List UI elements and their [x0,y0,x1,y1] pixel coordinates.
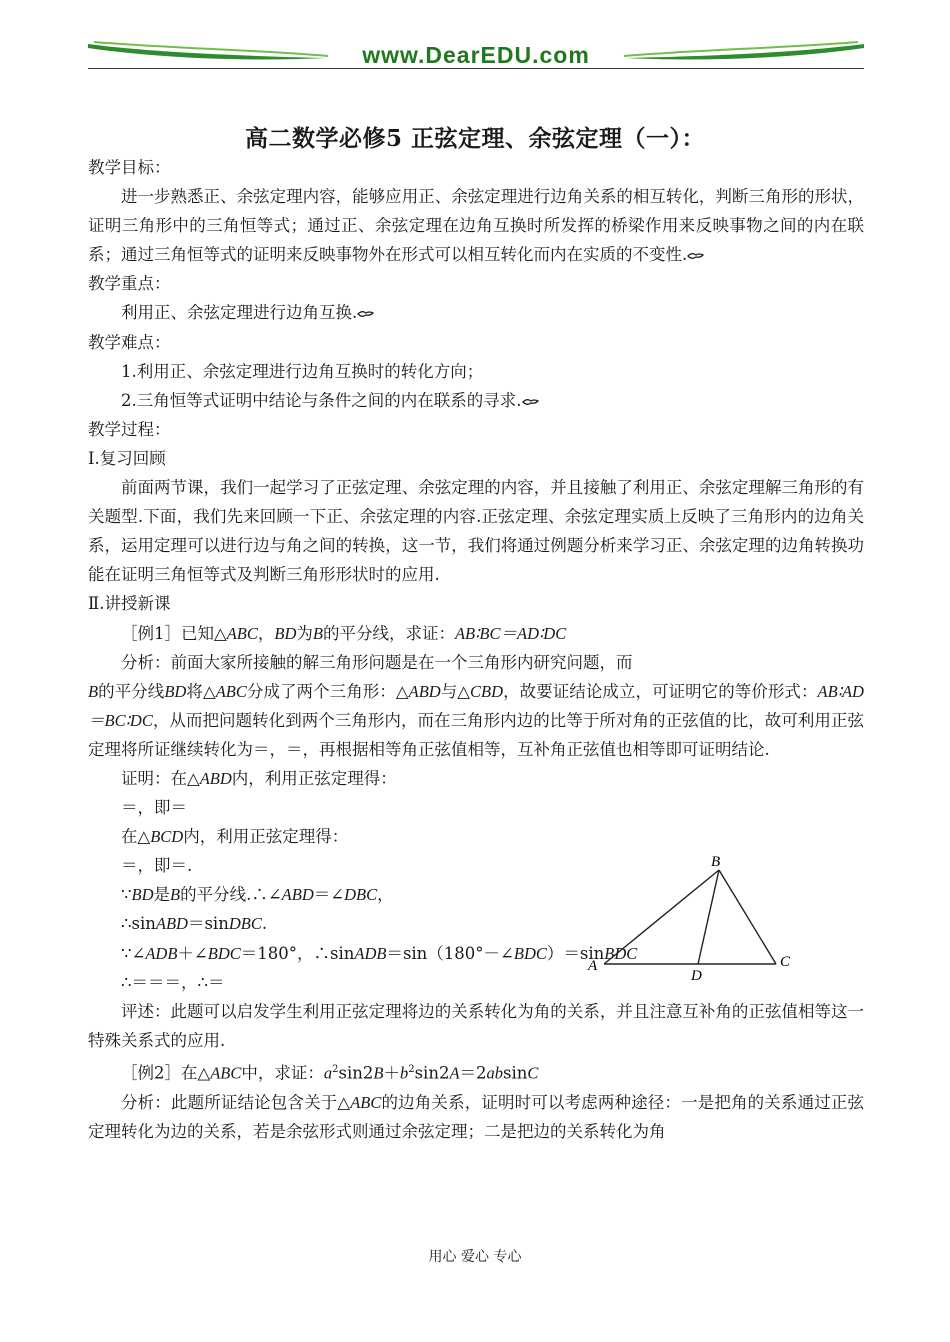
process-heading: 教学过程： [88,419,171,439]
side-bc [719,870,776,964]
proof-line-8: ∴＝＝＝，∴＝ [121,972,225,992]
goals-heading: 教学目标： [88,158,171,177]
proof-line-7: ∵∠ADB＋∠BDC＝180°，∴sinADB＝sin（180°－∠BDC）＝sinBDC [121,943,638,963]
difficulties-heading: 教学难点： [88,332,171,352]
page-title: 高二数学必修5 正弦定理、余弦定理（一）： [244,125,705,152]
document-body [88,153,864,1146]
hand-pointer-icon [357,309,375,319]
difficulty-item-2-content: 2.三角恒等式证明中结论与条件之间的内在联系的寻求. [121,390,522,410]
example2-statement: ［例2］在△ABC中，求证：$a^2\sin 2B+b^2\sin 2A=2absinC$ [121,1063,539,1083]
hand-pointer-icon [687,251,705,261]
review-text: 前面两节课，我们一起学习了正弦定理、余弦定理的内容，并且接触了利用正、余弦定理解三角形的有关题型.下面，我们先来回顾一下正、余弦定理的内容.正弦定理、余弦定理实质上反映了三角形内的边角关系，运用定理可以进行边与角之间的转换，这一节，我们将通过例题分析来学习正、余弦定理的边角转换功能在证明三角恒等式及判断三角形形状时的应用. [88,478,864,585]
site-header-banner [88,38,864,72]
example1-analysis-2: B的平分线BD将△ABC分成了两个三角形：△ABD与△CBD，故要证结论成立，可证明它的等价形式：AB∶AD＝BC∶DC，从而把问题转化到两个三角形内，而在三角形内边的比等于所对角的正弦值的比，故可利用正弦定理将所证继续转化为＝，＝，再根据相等角正弦值相等，互补角正弦值也相等即可证明结论. [88,681,864,759]
example1-analysis-1: 分析：前面大家所接触的解三角形问题是在一个三角形内研究问题，而 [121,652,633,672]
vertex-label-c: C [780,954,791,970]
vertex-label-a: A [588,958,598,974]
site-logo: www.DearEDU.com [362,42,590,68]
key-points-content: 利用正、余弦定理进行边角互换. [121,303,358,323]
example1-comment: 评述：此题可以启发学生利用正弦定理将边的关系转化为角的关系，并且注意互补角的正弦值相等这一特殊关系式的应用. [88,1001,864,1050]
key-points-text [88,298,864,327]
proof-line-4: ＝，即＝. [121,856,193,876]
triangle-figure [584,846,800,982]
goals-text [88,182,864,269]
goals-text-content: 进一步熟悉正、余弦定理内容，能够应用正、余弦定理进行边角关系的相互转化，判断三角形的形状，证明三角形中的三角恒等式；通过正、余弦定理在边角互换时所发挥的桥梁作用来反映事物之间的内在联系；通过三角恒等式的证明来反映事物外在形式可以相互转化而内在实质的不变性. [88,187,864,265]
difficulty-item-1: 1.利用正、余弦定理进行边角互换时的转化方向； [121,361,484,381]
proof-line-3: 在△BCD内，利用正弦定理得： [121,827,349,847]
vertex-label-b: B [711,854,721,870]
key-points-heading: 教学重点： [88,274,171,294]
proof-line-6: ∴sinABD＝sinDBC. [121,914,268,934]
proof-line-1: 证明：在△ABD内，利用正弦定理得： [121,768,397,788]
point-label-d: D [691,968,702,982]
proof-line-5: ∵BD是B的平分线.∴∠ABD＝∠DBC， [121,885,394,905]
hand-pointer-icon [522,397,540,407]
difficulty-item-2 [88,386,864,415]
review-heading: Ⅰ.复习回顾 [88,448,166,468]
example2-analysis: 分析：此题所证结论包含关于△ABC的边角关系，证明时可以考虑两种途径：一是把角的关系通过正弦定理转化为边的关系，若是余弦形式则通过余弦定理；二是把边的关系转化为角 [88,1092,864,1141]
header-rule [88,68,864,69]
new-lesson-heading: Ⅱ.讲授新课 [88,594,171,614]
example1-statement: ［例1］已知△ABC，BD为B的平分线，求证：AB∶BC＝AD∶DC [121,623,567,643]
proof-line-2: ＝，即＝ [121,798,187,818]
page-footer: 用心 爱心 专心 [428,1249,522,1265]
